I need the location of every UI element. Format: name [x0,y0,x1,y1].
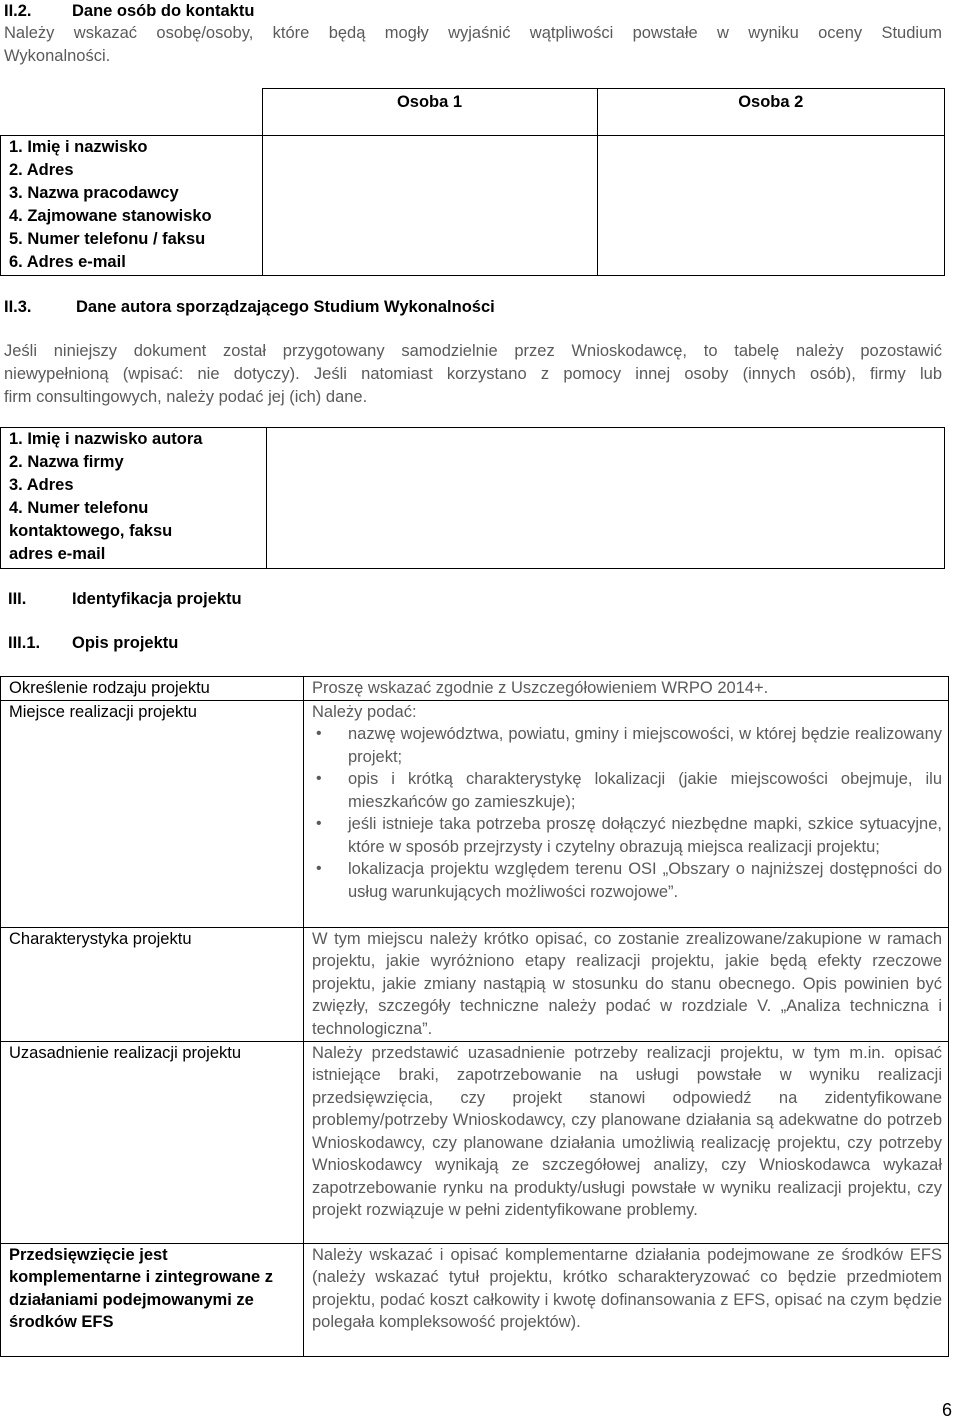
field-label: 4. Numer telefonu [9,499,149,517]
contact-table [0,88,945,276]
project-description-table [0,676,949,1357]
section-title: Dane osób do kontaktu [72,2,255,20]
field-label: 5. Numer telefonu / faksu [9,230,206,248]
section-title: Dane autora sporządzającego Studium Wykonalności [76,298,495,316]
section-number: II.2. [4,2,32,20]
section-title: Identyfikacja projektu [72,590,242,608]
section-description-cont: Wykonalności. [4,47,111,65]
osoba-1-cell[interactable] [262,136,597,276]
row-label: Przedsięwzięcie jest komplementarne i zintegrowane z działaniami podejmowanymi ze środków EFS [9,1245,274,1331]
field-label: adres e-mail [9,545,106,563]
section-description-cont: firm consultingowych, należy podać jej (ich) dane. [4,388,368,406]
row-label: Miejsce realizacji projektu [9,702,197,721]
section-number: III.1. [8,634,41,652]
bullet-list [312,723,942,903]
table-row-content [304,1243,949,1356]
osoba-2-cell[interactable] [597,136,945,276]
field-label: 3. Adres [9,476,74,494]
list-item: • opis i krótką charakterystykę lokalizacji (jakie miejscowości obejmuje, ilu mieszkańców go zamieszkuje); [312,768,942,813]
section-number: II.3. [4,298,32,316]
author-field-labels [1,428,267,569]
field-label: 1. Imię i nazwisko [9,138,148,156]
row-text: Należy przedstawić uzasadnienie potrzeby realizacji projektu, w tym m.in. opisać istniejące braki, zapotrzebowanie na usługi powstałe w wyniku realizacji przedsięwzięcia, czy projekt stanowi odpowiedź na zidentyfikowane problemy/potrzeby Wnioskodawcy, czy planowane działania są adekwatne do potrzeb Wnioskodawcy, czy planowane działania umożliwią realizację projektu, czy potrzeby Wnioskodawcy wynikają ze szczegółowej analizy, czy Wnioskodawca wykazał zapotrzebowanie rynku na produkty/usługi powstałe w wyniku realizacji projektu, czy projekt rozwiązuje w pełni zidentyfikowane problemy. [312,1043,942,1219]
column-header-osoba-2: Osoba 2 [738,93,804,111]
row-text: W tym miejscu należy krótko opisać, co zostanie zrealizowane/zakupione w ramach projektu, jakie wyróżniono etapy realizacji projektu, jakie będą efekty rzeczowe projektu, jakie zmiany nastąpią w stosunku do stanu obecnego. Opis powinien być zwięzły, szczegóły techniczne należy podać w rozdziale V. „Analiza techniczna i technologiczna”. [312,929,942,1038]
field-label: 1. Imię i nazwisko autora [9,430,203,448]
column-header-osoba-1: Osoba 1 [396,93,463,111]
field-labels [1,136,263,276]
section-description: Należy wskazać osobę/osoby, które będą mogły wyjaśnić wątpliwości powstałe w wyniku oceny Studium [4,24,942,42]
section-number: III. [8,590,27,608]
list-item: • lokalizacja projektu względem terenu OSI „Obszary o najniższej dostępności do usług warunkujących możliwości rozwojowe”. [312,858,942,903]
table-row-label [1,677,304,701]
table-row-label [1,1243,304,1356]
section-description-cont: niewypełnioną (wpisać: nie dotyczy). Jeśli natomiast korzystano z pomocy innej osoby (innych osób), firmy lub [4,365,942,383]
table-row-content [304,1041,949,1243]
row-label: Charakterystyka projektu [9,929,192,948]
row-label: Określenie rodzaju projektu [9,679,210,697]
table-row-content [304,700,949,927]
list-item: • nazwę województwa, powiatu, gminy i miejscowości, w której będzie realizowany projekt; [312,723,942,768]
table-row-label [1,1041,304,1243]
field-label: 6. Adres e-mail [9,253,126,271]
table-row-content [304,927,949,1041]
field-label: 3. Nazwa pracodawcy [9,184,179,202]
field-label: kontaktowego, faksu [9,522,173,540]
row-intro: Należy podać: [312,702,417,721]
row-text: Należy wskazać i opisać komplementarne działania podejmowane ze środków EFS (należy wskazać tytuł projektu, krótko scharakteryzować co będzie przedmiotem projektu, podać koszt całkowity i kwotę dofinansowania z EFS, opisać na czym będzie polegała kompleksowość projektów). [312,1245,942,1331]
row-text: Proszę wskazać zgodnie z Uszczegółowieniem WRPO 2014+. [312,679,769,697]
field-label: 2. Adres [9,161,74,179]
field-label: 4. Zajmowane stanowisko [9,207,212,225]
section-description: Jeśli niniejszy dokument został przygotowany samodzielnie przez Wnioskodawcę, to tabelę należy pozostawić [4,342,942,360]
table-row-label [1,927,304,1041]
page-number: 6 [942,1400,953,1420]
section-title: Opis projektu [72,634,179,652]
field-label: 2. Nazwa firmy [9,453,124,471]
author-table [0,427,945,569]
list-item: • jeśli istnieje taka potrzeba proszę dołączyć niezbędne mapki, szkice sytuacyjne, które w sposób przejrzysty i czytelny obrazują miejsca realizacji projektu; [312,813,942,858]
row-label: Uzasadnienie realizacji projektu [9,1043,242,1062]
table-row-label [1,700,304,927]
table-row-content [304,677,949,701]
author-data-cell[interactable] [267,428,945,569]
